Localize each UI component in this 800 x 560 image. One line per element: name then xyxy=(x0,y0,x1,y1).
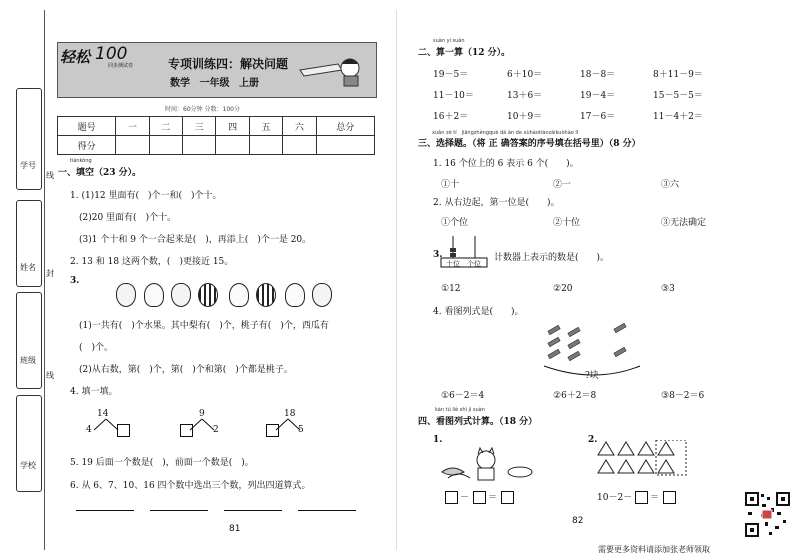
section-heading: 二、算一算（12 分）。 xyxy=(418,48,511,58)
question-number: 3. xyxy=(433,250,443,260)
section-heading: 一、填空（23 分）。 xyxy=(58,168,142,178)
answer-box[interactable] xyxy=(473,491,486,504)
header-cell: 六 xyxy=(283,117,316,136)
option[interactable]: ①12 xyxy=(441,284,461,294)
tree-right-number: 2 xyxy=(213,425,219,435)
question-text: 1. 16 个位上的 6 表示 6 个( )。 xyxy=(433,159,579,169)
school-box xyxy=(16,395,42,492)
score-row-label: 得分 xyxy=(58,136,116,155)
calc-item: 11－4＋2＝ xyxy=(653,112,703,122)
option[interactable]: ②6＋2＝8 xyxy=(553,391,597,401)
tree-top-number: 9 xyxy=(199,409,205,419)
watermelon-icon xyxy=(198,283,218,307)
calc-item: 13＋6＝ xyxy=(507,91,543,101)
peach-icon xyxy=(144,283,164,307)
binding-sidebar xyxy=(0,0,54,560)
section-heading: 四、看图列式计算。（18 分） xyxy=(418,417,538,427)
option[interactable]: ①个位 xyxy=(441,218,469,228)
calc-item: 19－4＝ xyxy=(580,91,616,101)
minus-sign: － xyxy=(460,493,470,503)
section-pinyin: xuǎn zé tí jiāngzhèngquè dá àn de xùhàotiánzàikuòhào lǐ xyxy=(432,130,579,136)
calc-item: 17－6＝ xyxy=(580,112,616,122)
student-id-box xyxy=(16,88,42,190)
question-text: 2. 从右边起，第一位是( )。 xyxy=(433,198,560,208)
tree-top-number: 14 xyxy=(97,409,109,419)
abacus-tens-label: 十位 xyxy=(446,260,460,268)
answer-line[interactable] xyxy=(76,510,134,511)
score-cell[interactable] xyxy=(216,136,249,155)
class-box xyxy=(16,292,42,389)
peach-icon xyxy=(229,283,249,307)
option[interactable]: ③无法确定 xyxy=(661,218,707,228)
header-cell: 一 xyxy=(116,117,149,136)
question-text: (1)一共有( )个水果。其中梨有( )个，桃子有( )个，西瓜有 xyxy=(79,321,329,331)
tree-left-number: 4 xyxy=(86,425,92,435)
calc-item: 6＋10＝ xyxy=(507,70,543,80)
score-cell[interactable] xyxy=(316,136,374,155)
score-cell[interactable] xyxy=(149,136,182,155)
option[interactable]: ③六 xyxy=(661,180,680,190)
answer-line[interactable] xyxy=(298,510,356,511)
triangles-illustration xyxy=(596,440,691,476)
question-number: 2. xyxy=(588,435,598,445)
question-number: 1. xyxy=(433,435,443,445)
abacus-ones-label: 个位 xyxy=(467,260,481,268)
watermelon-icon xyxy=(256,283,276,307)
score-cell[interactable] xyxy=(249,136,282,155)
name-label: 姓名 xyxy=(20,263,36,272)
cat-and-fish-illustration xyxy=(438,446,538,482)
cut-char: 封 xyxy=(46,269,54,278)
equals-sign: ＝ xyxy=(650,493,660,503)
answer-box[interactable] xyxy=(501,491,514,504)
question-text: (2)20 里面有( )个十。 xyxy=(79,213,177,223)
logo-number: 100 xyxy=(95,44,128,64)
score-table xyxy=(57,116,375,155)
score-cell[interactable] xyxy=(116,136,149,155)
logo-text: 轻松 xyxy=(60,48,91,66)
option[interactable]: ③3 xyxy=(661,284,675,294)
option[interactable]: ②20 xyxy=(553,284,573,294)
calc-item: 16＋2＝ xyxy=(433,112,469,122)
equals-sign: ＝ xyxy=(488,493,498,503)
equation-text: 10－2－ xyxy=(597,493,633,503)
cut-char: 线 xyxy=(46,371,54,380)
answer-box[interactable] xyxy=(663,491,676,504)
score-header-row xyxy=(58,117,375,136)
question-number: 3. xyxy=(70,276,80,286)
calc-item: 19－5＝ xyxy=(433,70,469,80)
unknown-label: ?块 xyxy=(585,371,599,381)
cut-line xyxy=(44,10,45,550)
answer-line[interactable] xyxy=(224,510,282,511)
answer-box[interactable] xyxy=(180,424,193,437)
tree-right-number: 5 xyxy=(298,425,304,435)
peach-icon xyxy=(285,283,305,307)
subtitle: 数学 一年级 上册 xyxy=(170,78,259,89)
section-pinyin: kàn tú liè shì jì suàn xyxy=(435,407,485,413)
option[interactable]: ①十 xyxy=(441,180,460,190)
qr-code-icon xyxy=(745,492,790,537)
tree-top-number: 18 xyxy=(284,409,296,419)
score-cell[interactable] xyxy=(283,136,316,155)
header-cell: 四 xyxy=(216,117,249,136)
calc-item: 10＋9＝ xyxy=(507,112,543,122)
school-label: 学校 xyxy=(20,461,36,470)
question-text: 1. (1)12 里面有( )个一和( )个十。 xyxy=(70,191,222,201)
question-text: (2)从右数，第( )个，第( )个和第( )个都是桃子。 xyxy=(79,365,293,375)
page-number: 81 xyxy=(229,524,241,534)
name-box xyxy=(16,200,42,287)
student-id-label: 学号 xyxy=(20,161,36,170)
option[interactable]: ②一 xyxy=(553,180,572,190)
score-value-row xyxy=(58,136,375,155)
header-cell: 题号 xyxy=(58,117,116,136)
logo-small-text: 同步测试卷 xyxy=(108,63,134,69)
question-text: 4. 填一填。 xyxy=(70,387,118,397)
cut-char: 线 xyxy=(46,171,54,180)
question-text: 4. 看图列式是( )。 xyxy=(433,307,524,317)
exam-meta: 时间：60分钟 分数：100分 xyxy=(165,106,240,113)
option[interactable]: ③8－2＝6 xyxy=(661,391,705,401)
answer-box[interactable] xyxy=(635,491,648,504)
calc-item: 8＋11－9＝ xyxy=(653,70,703,80)
header-cell: 总分 xyxy=(316,117,374,136)
answer-line[interactable] xyxy=(150,510,208,511)
question-text: (3)1 个十和 9 个一合起来是( )，再添上( )个一是 20。 xyxy=(79,235,312,245)
header-cell: 三 xyxy=(183,117,216,136)
pear-icon xyxy=(116,283,136,307)
question-text: 5. 19 后面一个数是( )，前面一个数是( )。 xyxy=(70,458,254,468)
pear-icon xyxy=(312,283,332,307)
answer-box[interactable] xyxy=(445,491,458,504)
class-label: 班级 xyxy=(20,356,36,365)
section-heading: 三、选择题。（将 正 确答案的序号填在括号里）（8 分） xyxy=(418,139,641,149)
header-cell: 五 xyxy=(249,117,282,136)
header-cell: 二 xyxy=(149,117,182,136)
answer-box[interactable] xyxy=(266,424,279,437)
page-number: 82 xyxy=(572,516,584,526)
calc-item: 18－8＝ xyxy=(580,70,616,80)
section-pinyin: suàn yi suàn xyxy=(433,38,465,44)
answer-box[interactable] xyxy=(117,424,130,437)
question-text: 6. 从 6、7、10、16 四个数中选出三个数，列出四道算式。 xyxy=(70,481,311,491)
score-cell[interactable] xyxy=(183,136,216,155)
section-pinyin: tiánkòng xyxy=(70,158,92,164)
option[interactable]: ②十位 xyxy=(553,218,581,228)
page-title: 专项训练四：解决问题 xyxy=(168,57,289,71)
calc-item: 11－10＝ xyxy=(433,91,474,101)
calc-item: 15－5－5＝ xyxy=(653,91,703,101)
boy-with-pencil-illustration xyxy=(298,50,370,90)
pear-icon xyxy=(171,283,191,307)
page-divider xyxy=(396,10,397,550)
question-text: 计数器上表示的数是( )。 xyxy=(494,253,610,263)
option[interactable]: ①6－2＝4 xyxy=(441,391,485,401)
question-text: 2. 13 和 18 这两个数，( )更接近 15。 xyxy=(70,257,234,267)
question-text: ( )个。 xyxy=(79,343,114,353)
footer-note: 需要更多资料请添加张老师领取 xyxy=(598,545,710,554)
